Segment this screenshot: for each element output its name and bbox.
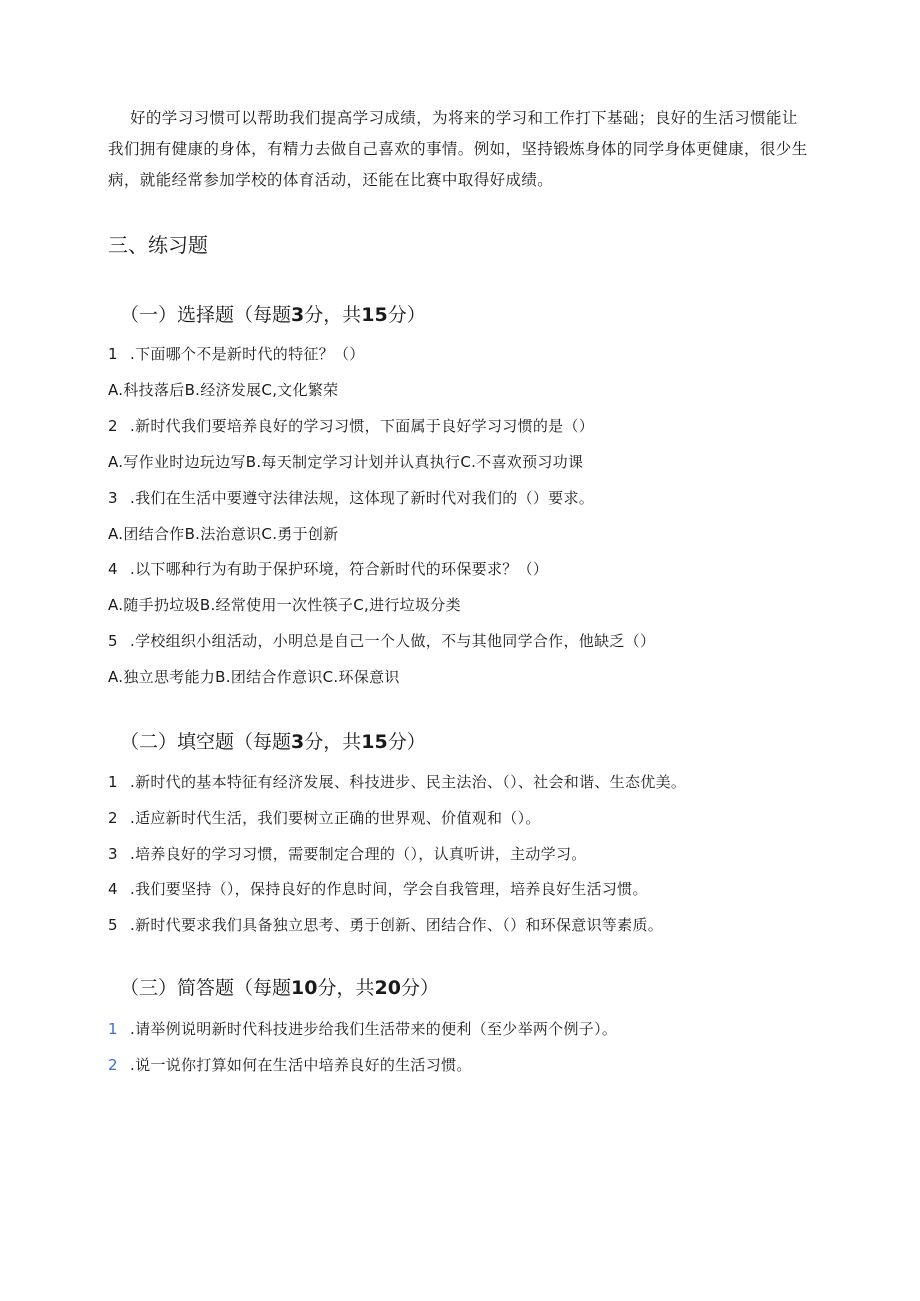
question-number: 5 — [108, 916, 118, 934]
short-title-mid: 分，共 — [317, 977, 375, 999]
options-text: A.随手扔垃圾B.经常使用一次性筷子C,进行垃圾分类 — [108, 596, 461, 614]
question-number: 1 — [108, 773, 118, 791]
choice-title-total: 15 — [361, 304, 388, 326]
question-text: .适应新时代生活，我们要树立正确的世界观、价值观和（）。 — [130, 809, 541, 827]
options-text: A.独立思考能力B.团结合作意识C.环保意识 — [108, 668, 400, 686]
choice-options-4 — [108, 593, 461, 617]
short-section-title — [120, 973, 439, 1003]
fill-question-5 — [108, 913, 663, 937]
short-title-points: 10 — [291, 977, 318, 999]
question-text: .学校组织小组活动，小明总是自己一个人做，不与其他同学合作，他缺乏（） — [130, 632, 656, 650]
choice-options-5 — [108, 665, 400, 689]
question-number: 2 — [108, 1056, 118, 1074]
question-number: 3 — [108, 845, 118, 863]
fill-title-suffix: 分） — [387, 731, 426, 753]
fill-title-prefix: （二）填空题（每题 — [120, 731, 292, 753]
question-number: 1 — [108, 1020, 118, 1038]
choice-title-suffix: 分） — [387, 304, 426, 326]
options-text: A.科技落后B.经济发展C,文化繁荣 — [108, 381, 339, 399]
question-text: .新时代我们要培养良好的学习习惯，下面属于良好学习习惯的是（） — [130, 417, 595, 435]
choice-question-3 — [108, 486, 594, 510]
short-question-2 — [108, 1053, 472, 1077]
question-number: 5 — [108, 632, 118, 650]
options-text: A.团结合作B.法治意识C.勇于创新 — [108, 525, 339, 543]
question-number: 4 — [108, 880, 118, 898]
options-text: A.写作业时边玩边写B.每天制定学习计划并认真执行C.不喜欢预习功课 — [108, 453, 584, 471]
question-text: .说一说你打算如何在生活中培养良好的生活习惯。 — [130, 1056, 472, 1074]
choice-title-points: 3 — [291, 304, 305, 326]
choice-title-mid: 分，共 — [304, 304, 362, 326]
question-text: .我们在生活中要遵守法律法规，这体现了新时代对我们的（）要求。 — [130, 489, 595, 507]
question-number: 4 — [108, 560, 118, 578]
question-number: 1 — [108, 345, 118, 363]
fill-title-total: 15 — [361, 731, 388, 753]
choice-question-5 — [108, 629, 655, 653]
short-title-total: 20 — [374, 977, 401, 999]
fill-question-2 — [108, 806, 541, 830]
fill-question-1 — [108, 770, 686, 794]
short-question-1 — [108, 1017, 617, 1041]
choice-question-4 — [108, 557, 548, 581]
fill-question-4 — [108, 877, 648, 901]
intro-paragraph-block — [108, 103, 808, 196]
question-text: .下面哪个不是新时代的特征？（） — [130, 345, 365, 363]
intro-paragraph: 好的学习习惯可以帮助我们提高学习成绩，为将来的学习和工作打下基础；良好的生活习惯能让我们拥有健康的身体，有精力去做自己喜欢的事情。例如，坚持锻炼身体的同学身体更健康，很少生病，就能经常参加学校的体育活动，还能在比赛中取得好成绩。 — [108, 109, 808, 189]
choice-options-1 — [108, 378, 338, 402]
question-text: .我们要坚持（），保持良好的作息时间，学会自我管理，培养良好生活习惯。 — [130, 880, 648, 898]
choice-title-prefix: （一）选择题（每题 — [120, 304, 292, 326]
short-title-suffix: 分） — [400, 977, 439, 999]
fill-section-title — [120, 727, 426, 757]
section-title: 三、练习题 — [108, 233, 208, 257]
short-title-prefix: （三）简答题（每题 — [120, 977, 292, 999]
choice-question-1 — [108, 342, 365, 366]
question-text: .培养良好的学习习惯，需要制定合理的（），认真听讲，主动学习。 — [130, 845, 587, 863]
question-text: .请举例说明新时代科技进步给我们生活带来的便利（至少举两个例子）。 — [130, 1020, 618, 1038]
fill-title-points: 3 — [291, 731, 305, 753]
choice-options-2 — [108, 450, 583, 474]
question-text: .新时代的基本特征有经济发展、科技进步、民主法治、（）、社会和谐、生态优美。 — [130, 773, 687, 791]
question-number: 2 — [108, 809, 118, 827]
question-text: .以下哪种行为有助于保护环境，符合新时代的环保要求？（） — [130, 560, 549, 578]
choice-section-title — [120, 300, 426, 330]
fill-question-3 — [108, 842, 587, 866]
question-number: 2 — [108, 417, 118, 435]
choice-question-2 — [108, 414, 594, 438]
question-number: 3 — [108, 489, 118, 507]
fill-title-mid: 分，共 — [304, 731, 362, 753]
choice-options-3 — [108, 522, 338, 546]
question-text: .新时代要求我们具备独立思考、勇于创新、团结合作、（）和环保意识等素质。 — [130, 916, 664, 934]
